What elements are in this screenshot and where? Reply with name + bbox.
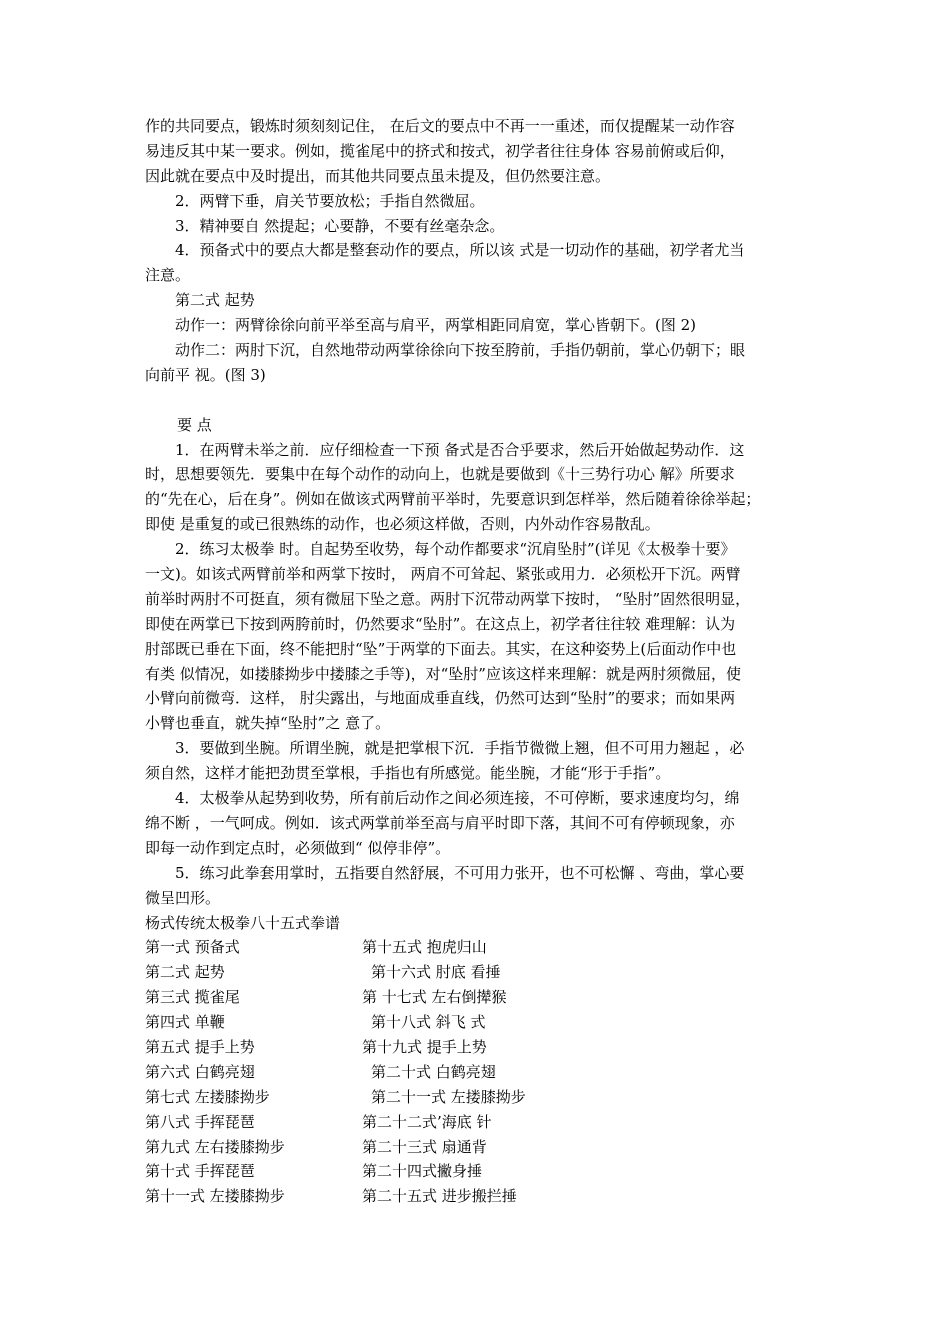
form-list-row [145,1035,810,1060]
form-name-left: 第八式 手挥琵琶 [145,1112,255,1131]
text-line: 2．练习太极拳 时。自起势至收势，每个动作都要求“沉肩坠肘”(详见《太极拳十要》 [175,540,736,559]
text-line: 注意。 [145,266,191,285]
form-list-row [145,1135,810,1160]
text-line: 绵不断 ，一气呵成。例如．该式两掌前举至高与肩平时即下落，其间不可有停顿现象，亦 [145,813,735,832]
form-name-right: 第十九式 提手上势 [362,1037,487,1056]
text-line: 杨式传统太极拳八十五式拳谱 [145,913,341,932]
text-line: 小臂向前微弯．这样， 肘尖露出，与地面成垂直线，仍然可达到“坠肘”的要求；而如果两 [145,689,736,708]
text-line: 须自然，这样才能把劲贯至掌根，手指也有所感觉。能坐腕，才能“形于手指”。 [145,764,671,783]
text-line: 动作二：两肘下沉，自然地带动两掌徐徐向下按至胯前，手指仍朝前，掌心仍朝下；眼 [175,341,746,360]
text-line: 即使 是重复的或已很熟练的动作，也必须这样做，否则，内外动作容易散乱。 [145,515,660,534]
text-line: 因此就在要点中及时提出，而其他共同要点虽未提及，但仍然要注意。 [145,166,611,185]
form-list-row [145,935,810,960]
form-name-left: 第六式 白鹤亮翅 [145,1062,255,1081]
form-name-right: 第十五式 抱虎归山 [362,938,487,957]
text-line: 的“先在心，后在身”。例如在做该式两臂前平举时，先要意识到怎样举，然后随着徐徐举起； [145,490,761,509]
text-line: 4．预备式中的要点大都是整套动作的要点，所以该 式是一切动作的基础，初学者尤当 [175,241,745,260]
form-name-left: 第三式 揽雀尾 [145,988,240,1007]
form-list-row [145,1010,810,1035]
text-line: 3．要做到坐腕。所谓坐腕，就是把掌根下沉．手指节微微上翘，但不可用力翘起 ，必 [175,739,745,758]
text-line: 即使在两掌已下按到两胯前时，仍然要求“坠肘”。在这点上，初学者往往较 难理解：认为 [145,614,736,633]
text-line: 2．两臂下垂，肩关节要放松；手指自然微屈。 [175,191,485,210]
text-line [145,388,810,413]
form-list-row [145,1060,810,1085]
form-name-right: 第二十二式’海底 针 [362,1112,492,1131]
form-list-row [145,960,810,985]
text-line: 动作一：两臂徐徐向前平举至高与肩平，两掌相距同肩宽，掌心皆朝下。(图 2) [175,316,697,335]
text-line: 微呈凹形。 [145,888,221,907]
form-name-right: 第十六式 肘底 看捶 [371,963,501,982]
text-line: 有类 似情况，如搂膝拗步中搂膝之手等)，对“坠肘”应该这样来理解：就是两肘须微屈，使 [145,664,741,683]
form-name-right: 第 十七式 左右倒撵猴 [362,988,507,1007]
form-name-right: 第二十式 白鹤亮翅 [371,1062,496,1081]
form-name-right: 第二十四式撇身捶 [362,1162,483,1181]
text-line: 第二式 起势 [175,291,255,310]
body-text [145,114,810,935]
form-name-left: 第七式 左搂膝拗步 [145,1087,270,1106]
form-name-left: 第一式 预备式 [145,938,240,957]
form-name-left: 第十式 手挥琵琶 [145,1162,255,1181]
form-name-left: 第九式 左右搂膝拗步 [145,1137,285,1156]
form-name-right: 第二十五式 进步搬拦捶 [362,1187,517,1206]
text-line: 4．太极拳从起势到收势，所有前后动作之间必须连接，不可停断，要求速度均匀，绵 [175,789,740,808]
form-list-row [145,1159,810,1184]
text-line: 1．在两臂未举之前．应仔细检查一下预 备式是否合乎要求，然后开始做起势动作．这 [175,440,745,459]
text-line: 肘部既已垂在下面，终不能把肘“坠”于两掌的下面去。其实，在这种姿势上(后面动作中也 [145,639,737,658]
form-name-left: 第五式 提手上势 [145,1037,255,1056]
form-list-row [145,1085,810,1110]
text-line: 即每一动作到定点时，必须做到“ 似停非停”。 [145,838,451,857]
text-line: 向前平 视。(图 3) [145,365,266,384]
form-list [145,935,810,1209]
text-line: 作的共同要点，锻炼时须刻刻记住， 在后文的要点中不再一一重述，而仅提醒某一动作容 [145,117,735,135]
form-name-right: 第十八式 斜飞 式 [371,1013,486,1032]
form-list-row [145,1184,810,1209]
text-line: 5．练习此拳套用掌时，五指要自然舒展，不可用力张开，也不可松懈 、弯曲，掌心要 [175,863,745,882]
text-line: 3．精神要自 然提起；心要静，不要有丝毫杂念。 [175,216,505,235]
text-line: 时，思想要领先．要集中在每个动作的动向上，也就是要做到《十三势行功心 解》所要求 [145,465,735,484]
text-line: 一文)。如该式两臂前举和两掌下按时， 两肩不可耸起、紧张或用力．必须松开下沉。两臂 [145,565,741,584]
form-name-left: 第十一式 左搂膝拗步 [145,1187,285,1206]
form-name-left: 第二式 起势 [145,963,225,982]
document-page [145,114,810,1209]
text-line: 小臂也垂直，就失掉“坠肘”之 意了。 [145,714,391,733]
form-list-row [145,1110,810,1135]
text-line: 前举时两肘不可挺直，须有微屈下坠之意。两肘下沉带动两掌下按时， “坠肘”固然很明显， [145,589,751,608]
text-line: 易违反其中某一要求。例如，揽雀尾中的挤式和按式，初学者往往身体 容易前俯或后仰， [145,141,735,160]
section-heading: 要 点 [177,415,212,434]
form-name-right: 第二十三式 扇通背 [362,1137,487,1156]
form-list-row [145,985,810,1010]
form-name-left: 第四式 单鞭 [145,1013,225,1032]
form-name-right: 第二十一式 左搂膝拗步 [371,1087,526,1106]
